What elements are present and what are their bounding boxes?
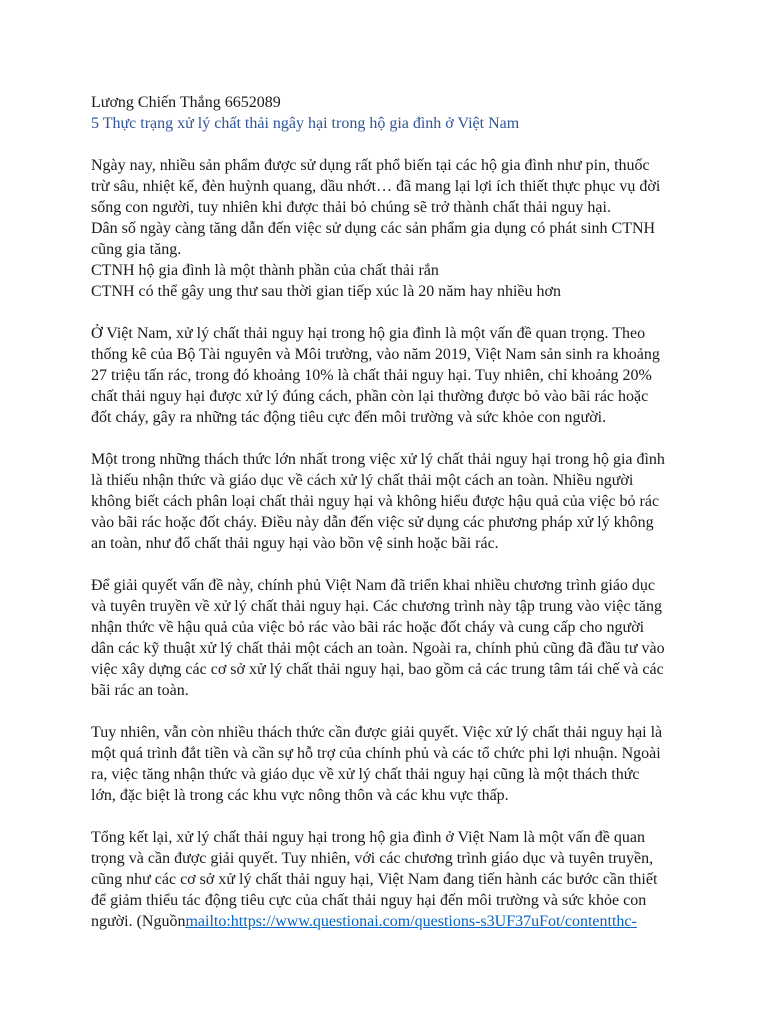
text-line: trừ sâu, nhiệt kế, đèn huỳnh quang, dầu nhớt… đã mang lại lợi ích thiết thực phục vụ đời	[91, 178, 661, 195]
document-heading: 5 Thực trạng xử lý chất thải ngây hại trong hộ gia đình ở Việt Nam	[91, 115, 520, 132]
text-line: vào bãi rác hoặc đốt cháy. Điều này dẫn đến việc sử dụng các phương pháp xử lý không	[91, 514, 654, 531]
paragraph-challenges	[91, 449, 691, 554]
paragraph-conclusion	[91, 827, 691, 932]
text-line: việc xây dựng các cơ sở xử lý chất thải nguy hại, bao gồm cả các trung tâm tái chế và các	[91, 661, 664, 678]
text-line: sống con người, tuy nhiên khi được thải bỏ chúng sẽ trở thành chất thải nguy hại.	[91, 199, 611, 216]
document-page	[91, 92, 691, 932]
text-line: Tổng kết lại, xử lý chất thải nguy hại trong hộ gia đình ở Việt Nam là một vấn đề quan	[91, 829, 645, 846]
text-line: Một trong những thách thức lớn nhất trong việc xử lý chất thải nguy hại trong hộ gia đình	[91, 451, 665, 468]
text-line: nhận thức về hậu quả của việc bỏ rác vào bãi rác hoặc đốt cháy và cung cấp cho người	[91, 619, 645, 636]
text-line: Ngày nay, nhiều sản phẩm được sử dụng rất phổ biến tại các hộ gia đình như pin, thuốc	[91, 157, 650, 174]
text-line: một quá trình đắt tiền và cần sự hỗ trợ của chính phủ và các tổ chức phi lợi nhuận. Ngoài	[91, 745, 661, 762]
text-line: đốt cháy, gây ra những tác động tiêu cực đến môi trường và sức khỏe con người.	[91, 409, 607, 426]
text-line: cũng gia tăng.	[91, 241, 182, 258]
text-line: và tuyên truyền về xử lý chất thải nguy hại. Các chương trình này tập trung vào việc tăng	[91, 598, 662, 615]
text-line: Ở Việt Nam, xử lý chất thải nguy hại trong hộ gia đình là một vấn đề quan trọng. Theo	[91, 325, 646, 342]
text-line: 27 triệu tấn rác, trong đó khoảng 10% là chất thải nguy hại. Tuy nhiên, chỉ khoảng 20%	[91, 367, 652, 384]
text-line: để giảm thiểu tác động tiêu cực của chất thải nguy hại đến môi trường và sức khỏe con	[91, 892, 647, 909]
paragraph-gap	[91, 554, 691, 575]
text-line: trọng và cần được giải quyết. Tuy nhiên, với các chương trình giáo dục và tuyên truyền,	[91, 850, 654, 867]
author-line: Lương Chiến Thắng 6652089	[91, 94, 281, 111]
text-line: Dân số ngày càng tăng dẫn đến việc sử dụng các sản phẩm gia dụng có phát sinh CTNH	[91, 220, 656, 237]
text-line: là thiếu nhận thức và giáo dục về cách xử lý chất thải một cách an toàn. Nhiều người	[91, 472, 634, 489]
text-line: lớn, đặc biệt là trong các khu vực nông thôn và các khu vực thấp.	[91, 787, 509, 804]
source-link[interactable]: mailto:https://www.questionai.com/questions-s3UF37uFot/contentthc-	[185, 913, 637, 930]
text-line: CTNH có thể gây ung thư sau thời gian tiếp xúc là 20 năm hay nhiều hơn	[91, 283, 561, 300]
text-line: an toàn, như đổ chất thải nguy hại vào bồn vệ sinh hoặc bãi rác.	[91, 535, 499, 552]
text-line: dân các kỹ thuật xử lý chất thải một cách an toàn. Ngoài ra, chính phủ cũng đã đầu tư vào	[91, 640, 665, 657]
text-line: ra, việc tăng nhận thức và giáo dục về xử lý chất thải nguy hại cũng là một thách thức	[91, 766, 640, 783]
paragraph-gap	[91, 701, 691, 722]
paragraph-gap	[91, 134, 691, 155]
paragraph-solutions	[91, 575, 691, 701]
text-line: Tuy nhiên, vẫn còn nhiều thách thức cần được giải quyết. Việc xử lý chất thải nguy hại là	[91, 724, 663, 741]
text-line: Để giải quyết vấn đề này, chính phủ Việt Nam đã triển khai nhiều chương trình giáo dục	[91, 577, 656, 594]
source-prefix: người. (Nguồn	[91, 913, 186, 930]
text-line: chất thải nguy hại được xử lý đúng cách, phần còn lại thường được bỏ vào bãi rác hoặc	[91, 388, 649, 405]
paragraph-gap	[91, 806, 691, 827]
text-line: không biết cách phân loại chất thải nguy hại và không hiểu được hậu quả của việc bỏ rác	[91, 493, 660, 510]
paragraph-remaining-challenges	[91, 722, 691, 806]
paragraph-statistics	[91, 323, 691, 428]
paragraph-gap	[91, 428, 691, 449]
text-line: bãi rác an toàn.	[91, 682, 189, 699]
intro-paragraph	[91, 155, 691, 302]
text-line: CTNH hộ gia đình là một thành phần của chất thải rắn	[91, 262, 439, 279]
text-line: cũng như các cơ sở xử lý chất thải nguy hại, Việt Nam đang tiến hành các bước cần thiết	[91, 871, 658, 888]
text-line: thống kê của Bộ Tài nguyên và Môi trường, vào năm 2019, Việt Nam sản sinh ra khoảng	[91, 346, 660, 363]
paragraph-gap	[91, 302, 691, 323]
source-line	[91, 911, 691, 932]
